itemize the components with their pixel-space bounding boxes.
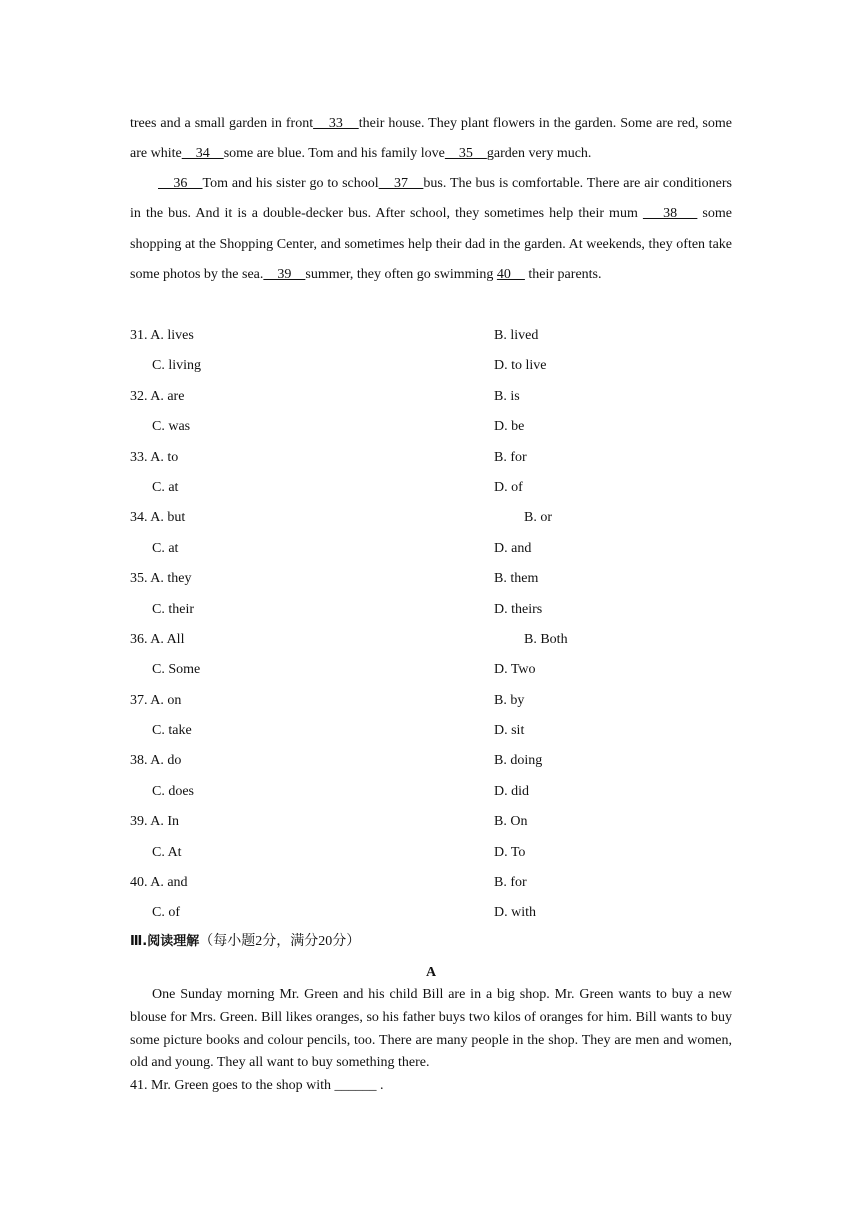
text: summer, they often go swimming [305,267,497,283]
option-d: D. be [494,419,525,435]
text: some shopping at the Shopping Center, and sometimes help their dad in the garden. At weekends, they often take some photos by the sea. [130,206,732,283]
option-row [130,868,750,898]
option-b: B. for [494,449,527,465]
option-row [130,321,750,351]
option-b: B. for [494,875,527,891]
option-b: B. Both [524,631,568,647]
option-d: D. sit [494,723,525,739]
option-d: D. theirs [494,601,543,617]
option-a: 36. A. All [130,631,185,647]
option-row [130,473,750,503]
blank-34: 34 [181,146,224,162]
option-d: D. Two [494,662,536,678]
section-heading [130,929,360,955]
question-41: 41. Mr. Green goes to the shop with ______ . [130,1078,384,1093]
option-a: 34. A. but [130,510,186,526]
option-row [130,686,750,716]
option-c: C. At [152,844,182,860]
option-a: 40. A. and [130,875,188,891]
blank-33: 33 [313,116,359,131]
option-b: B. them [494,571,539,587]
option-a: 38. A. do [130,753,182,769]
option-c: C. living [152,358,202,374]
option-b: B. lived [494,328,539,343]
passage-title: A [425,965,437,980]
option-row [130,898,750,928]
text: bus. The bus is comfortable. There are air conditioners in the bus. And it is a double-decker bus. After school, they sometimes help their mum [130,176,733,222]
option-c: C. does [152,783,194,799]
cloze-paragraph-2 [130,169,732,291]
option-row [130,655,750,685]
option-row [130,443,750,473]
blank-38: 38 [642,206,698,222]
blank-40: 40 [496,267,525,283]
option-row [130,534,750,564]
option-d: D. to live [494,358,547,374]
option-a: 31. A. lives [130,328,194,343]
option-d: D. and [494,540,532,556]
option-d: D. To [494,844,526,860]
option-row [130,595,750,625]
text: Tom and his sister go to school [202,176,379,191]
option-row [130,838,750,868]
option-a: 35. A. they [130,571,192,587]
cloze-paragraph-1 [130,109,732,170]
option-c: C. was [152,419,191,435]
option-a: 39. A. In [130,814,179,830]
option-b: B. On [494,814,528,830]
option-c: C. of [152,905,180,921]
passage-body: One Sunday morning Mr. Green and his child Bill are in a big shop. Mr. Green wants to buy a new blouse for Mrs. Green. Bill likes oranges, so his father buys two kilos of oranges for him. Bill wants to buy some picture books and colour pencils, too. There are many people in the shop. They are men and women, old and young. They all want to buy something there. [130,987,732,1071]
option-c: C. their [152,601,194,617]
option-row [130,625,750,655]
option-row [130,746,750,776]
option-row [130,412,750,442]
text: garden very much. [486,146,592,162]
blank-37: 37 [378,176,424,191]
section-scoring-note: （每小题2分，满分20分） [199,934,361,949]
option-row [130,777,750,807]
option-c: C. take [152,723,192,739]
option-c: C. at [152,540,179,556]
option-row [130,807,750,837]
blank-39: 39 [263,267,306,283]
blank-35: 35 [444,146,487,162]
option-row [130,564,750,594]
answer-options [130,321,750,929]
option-c: C. Some [152,662,201,678]
option-row [130,503,750,533]
text: trees and a small garden in front [130,116,314,131]
option-row [130,382,750,412]
blank-36: 36 [158,176,203,191]
text: their parents. [524,267,602,283]
text: some are blue. Tom and his family love [223,146,445,162]
option-a: 33. A. to [130,449,179,465]
section-title: Ⅲ.阅读理解 [130,934,200,949]
option-b: B. or [524,510,552,526]
option-d: D. did [494,783,529,799]
option-a: 37. A. on [130,692,182,708]
option-d: D. of [494,479,523,495]
option-b: B. is [494,388,520,404]
option-c: C. at [152,479,179,495]
text: their house. They plant flowers in the garden. Some are red, some are white [130,116,732,162]
option-d: D. with [494,905,536,921]
option-b: B. by [494,692,525,708]
reading-passage [130,984,732,1075]
option-row [130,716,750,746]
option-b: B. doing [494,753,543,769]
option-a: 32. A. are [130,388,185,404]
option-row [130,351,750,381]
